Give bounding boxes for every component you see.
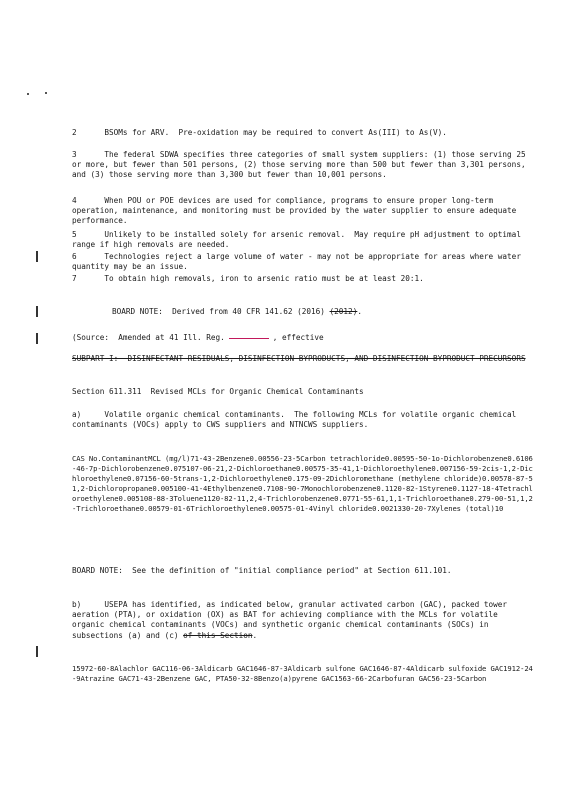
board-note-deleted: (2012) xyxy=(329,307,358,316)
footnote-3: 3 The federal SDWA specifies three categories of small system suppliers: (1) those serving 25 or more, but fewer than 501 persons, (2) those serving more than 500 but fewer than 3,301 persons, and (3) those serving more than 3,300 but fewer than 10,001 persons. xyxy=(72,150,531,180)
revision-bar xyxy=(36,306,38,317)
footnote-4: 4 When POU or POE devices are used for compliance, programs to ensure proper long-term operation, maintenance, and monitoring must be provided by the water supplier to ensure adequate performance. xyxy=(72,196,521,226)
board-note-text: BOARD NOTE: Derived from 40 CFR 141.62 (2016) xyxy=(112,307,325,316)
footnote-7: 7 To obtain high removals, iron to arsenic ratio must be at least 20:1. xyxy=(72,274,424,283)
source-note xyxy=(72,333,534,343)
subpart-heading: SUBPART I: DISINFECTANT RESIDUALS, DISINFECTION BYPRODUCTS, AND DISINFECTION BYPRODUCT PRECURSORS xyxy=(72,354,526,363)
section-title: Section 611.311 Revised MCLs for Organic Chemical Contaminants xyxy=(72,387,364,396)
source-text: (Source: Amended at 41 Ill. Reg. xyxy=(72,333,225,342)
footnote-2: 2 BSOMs for ARV. Pre-oxidation may be required to convert As(III) to As(V). xyxy=(72,128,447,137)
footnote-5: 5 Unlikely to be installed solely for arsenic removal. May require pH adjustment to optimal range if high removals are needed. xyxy=(72,230,526,250)
footnote-6: 6 Technologies reject a large volume of water - may not be appropriate for areas where water quantity may be an issue. xyxy=(72,252,526,272)
paragraph-b-deleted: of this Section xyxy=(183,630,253,640)
board-note-end: . xyxy=(357,307,362,316)
source-effective: , effective xyxy=(272,333,324,342)
soc-table: 15972-60-8Alachlor GAC116-06-3Aldicarb GAC1646-87-3Aldicarb sulfone GAC1646-87-4Aldicarb sulfoxide GAC1912-24-9Atrazine GAC71-43-2Benzene GAC, PTA50-32-8Benzo(a)pyrene GAC1563-66-2Carbofuran GAC56-23-5Carbon xyxy=(72,664,533,683)
paragraph-b-end: . xyxy=(252,630,258,640)
paragraph-b-text: b) USEPA has identified, as indicated below, granular activated carbon (GAC), packed tower aeration (PTA), or oxidation (OX) as BAT for achieving compliance with the MCLs for volatile organic chemical contaminants (VOCs) and synthetic organic chemical contaminants (SOCs) in subsections (a) and (c) xyxy=(72,600,512,640)
paragraph-b xyxy=(72,600,534,641)
voc-table: CAS No.ContaminantMCL (mg/l)71-43-2Benzene0.00556-23-5Carbon tetrachloride0.00595-50-1o-Dichlorobenzene0.6106-46-7p-Dichlorobenzene0.075107-06-21,2-Dichloroethane0.00575-35-41,1-Dichloroethylene0.007156-59-2cis-1,2-Dichloroethylene0.07156-60-5trans-1,2-Dichloroethylene0.175-09-2Dichloromethane (methylene chloride)0.00578-87-51,2-Dichloropropane0.005100-41-4Ethylbenzene0.7108-90-7Monochlorobenzene0.1120-82-1Styrene0.1127-18-4Tetrachloroethylene0.005108-88-3Toluene1120-82-11,2,4-Trichlorobenzene0.0771-55-61,1,1-Trichloroethane0.279-00-51,1,2-Trichloroethane0.00579-01-6Trichloroethylene0.00575-01-4Vinyl chloride0.0021330-20-7Xylenes (total)10 xyxy=(72,454,533,513)
scan-speck xyxy=(45,92,47,94)
revision-bar xyxy=(36,251,38,262)
board-note-2: BOARD NOTE: See the definition of "initial compliance period" at Section 611.101. xyxy=(72,566,452,575)
paragraph-a: a) Volatile organic chemical contaminants. The following MCLs for volatile organic chemical contaminants (VOCs) apply to CWS suppliers and NTNCWS suppliers. xyxy=(72,410,521,430)
board-note xyxy=(72,307,534,317)
scan-speck xyxy=(27,93,29,95)
revision-bar xyxy=(36,646,38,657)
redacted-mark xyxy=(229,338,269,339)
revision-bar xyxy=(36,333,38,344)
